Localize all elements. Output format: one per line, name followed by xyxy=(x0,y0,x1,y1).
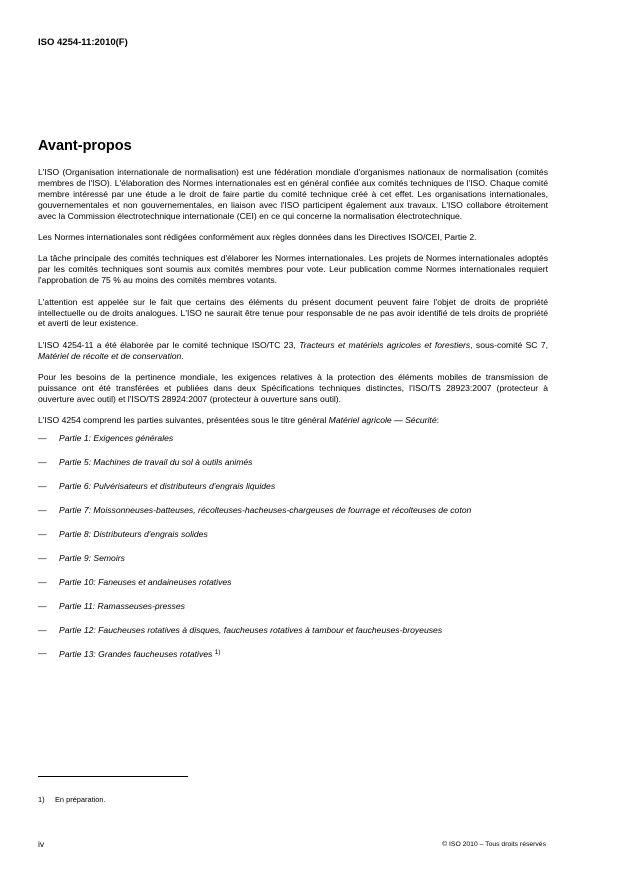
list-item xyxy=(38,577,548,588)
part-title: Partie 1: Exigences générales xyxy=(59,433,174,444)
list-item xyxy=(38,625,548,636)
footnote-reference: 1) xyxy=(214,649,221,657)
dash-bullet: — xyxy=(38,648,47,659)
copyright-notice: © ISO 2010 – Tous droits réservés xyxy=(442,841,546,848)
page-title: Avant-propos xyxy=(38,138,132,154)
part-title: Partie 7: Moissonneuses-batteuses, récolteuses-hacheuses-chargeuses de fourrage et récolteuses de coton xyxy=(59,505,472,516)
text-run: L'ISO 4254 comprend les parties suivantes, présentées sous le titre général xyxy=(38,415,329,426)
part-title: Partie 6: Pulvérisateurs et distributeurs d'engrais liquides xyxy=(59,481,276,492)
paragraph: La tâche principale des comités techniques est d'élaborer les Normes internationales. Les projets de Normes internationales adoptés par les comités techniques sont soumis aux comités membres pour vote. Leur publication comme Normes internationales requiert l'approbation de 75 % au moins des comités membres votants. xyxy=(38,253,548,286)
page-number: iv xyxy=(38,839,45,849)
dash-bullet: — xyxy=(38,600,47,611)
list-item xyxy=(38,529,548,540)
part-title: Partie 8: Distributeurs d'engrais solides xyxy=(59,528,208,539)
paragraph xyxy=(38,340,548,362)
paragraph: Pour les besoins de la pertinence mondiale, les exigences relatives à la protection des éléments mobiles de transmission de puissance ont été transférées et publiées dans deux Spécifications techniques distinctes, l'ISO/TS 28923:2007 (protecteur à ouverture avec outil) et l'ISO/TS 28924:2007 (protecteur à ouverture sans outil). xyxy=(38,372,548,404)
list-item xyxy=(38,481,548,492)
footnote xyxy=(38,795,106,804)
text-run: : xyxy=(436,415,439,426)
dash-bullet: — xyxy=(38,624,47,635)
text-run: , sous-comité SC 7, xyxy=(470,339,548,350)
part-title: Partie 10: Faneuses et andaineuses rotatives xyxy=(59,576,232,587)
general-title: Matériel agricole — Sécurité xyxy=(328,415,437,426)
part-title: Partie 13: Grandes faucheuses rotatives xyxy=(59,649,213,660)
committee-title: Tracteurs et matériels agricoles et forestiers xyxy=(299,339,471,350)
list-item xyxy=(38,457,548,468)
document-id: ISO 4254-11:2010(F) xyxy=(38,37,128,48)
dash-bullet: — xyxy=(38,481,47,492)
paragraph xyxy=(38,415,548,426)
list-item xyxy=(38,601,548,612)
list-item xyxy=(38,648,548,660)
dash-bullet: — xyxy=(38,552,47,563)
text-run: . xyxy=(181,350,184,361)
part-title: Partie 11: Ramasseuses-presses xyxy=(59,600,185,611)
dash-bullet: — xyxy=(38,505,47,516)
paragraph: L'attention est appelée sur le fait que certains des éléments du présent document peuvent faire l'objet de droits de propriété intellectuelle ou de droits analogues. L'ISO ne saurait être tenue pour responsable de ne pas avoir identifié de tels droits de propriété et averti de leur existence. xyxy=(38,296,548,329)
paragraph: Les Normes internationales sont rédigées conformément aux règles données dans les Directives ISO/CEI, Partie 2. xyxy=(38,232,477,243)
subcommittee-title: Matériel de récolte et de conservation xyxy=(38,350,182,361)
dash-bullet: — xyxy=(38,576,47,587)
part-title: Partie 5: Machines de travail du sol à outils animés xyxy=(59,457,253,468)
parts-list xyxy=(38,433,548,660)
list-item xyxy=(38,553,548,564)
part-title: Partie 12: Faucheuses rotatives à disques, faucheuses rotatives à tambour et faucheuses-broyeuses xyxy=(59,624,443,635)
text-run: L'ISO 4254-11 a été élaborée par le comité technique ISO/TC 23, xyxy=(38,339,300,350)
dash-bullet: — xyxy=(38,433,47,444)
footnote-separator xyxy=(38,776,188,777)
footnote-number: 1) xyxy=(38,795,45,804)
list-item xyxy=(38,433,548,444)
part-title: Partie 9: Semoirs xyxy=(59,552,125,563)
dash-bullet: — xyxy=(38,457,47,468)
paragraph: L'ISO (Organisation internationale de normalisation) est une fédération mondiale d'organismes nationaux de normalisation (comités membres de l'ISO). L'élaboration des Normes internationales est en général confiée aux comités techniques de l'ISO. Chaque comité membre intéressé par une étude a le droit de faire partie du comité technique créé à cet effet. Les organisations internationales, gouvernementales et non gouvernementales, en liaison avec l'ISO participent également aux travaux. L'ISO collabore étroitement avec la Commission électrotechnique internationale (CEI) en ce qui concerne la normalisation électrotechnique. xyxy=(38,167,548,221)
dash-bullet: — xyxy=(38,528,47,539)
foreword-body xyxy=(38,167,548,673)
list-item xyxy=(38,505,548,516)
footnote-text: En préparation. xyxy=(55,795,106,804)
